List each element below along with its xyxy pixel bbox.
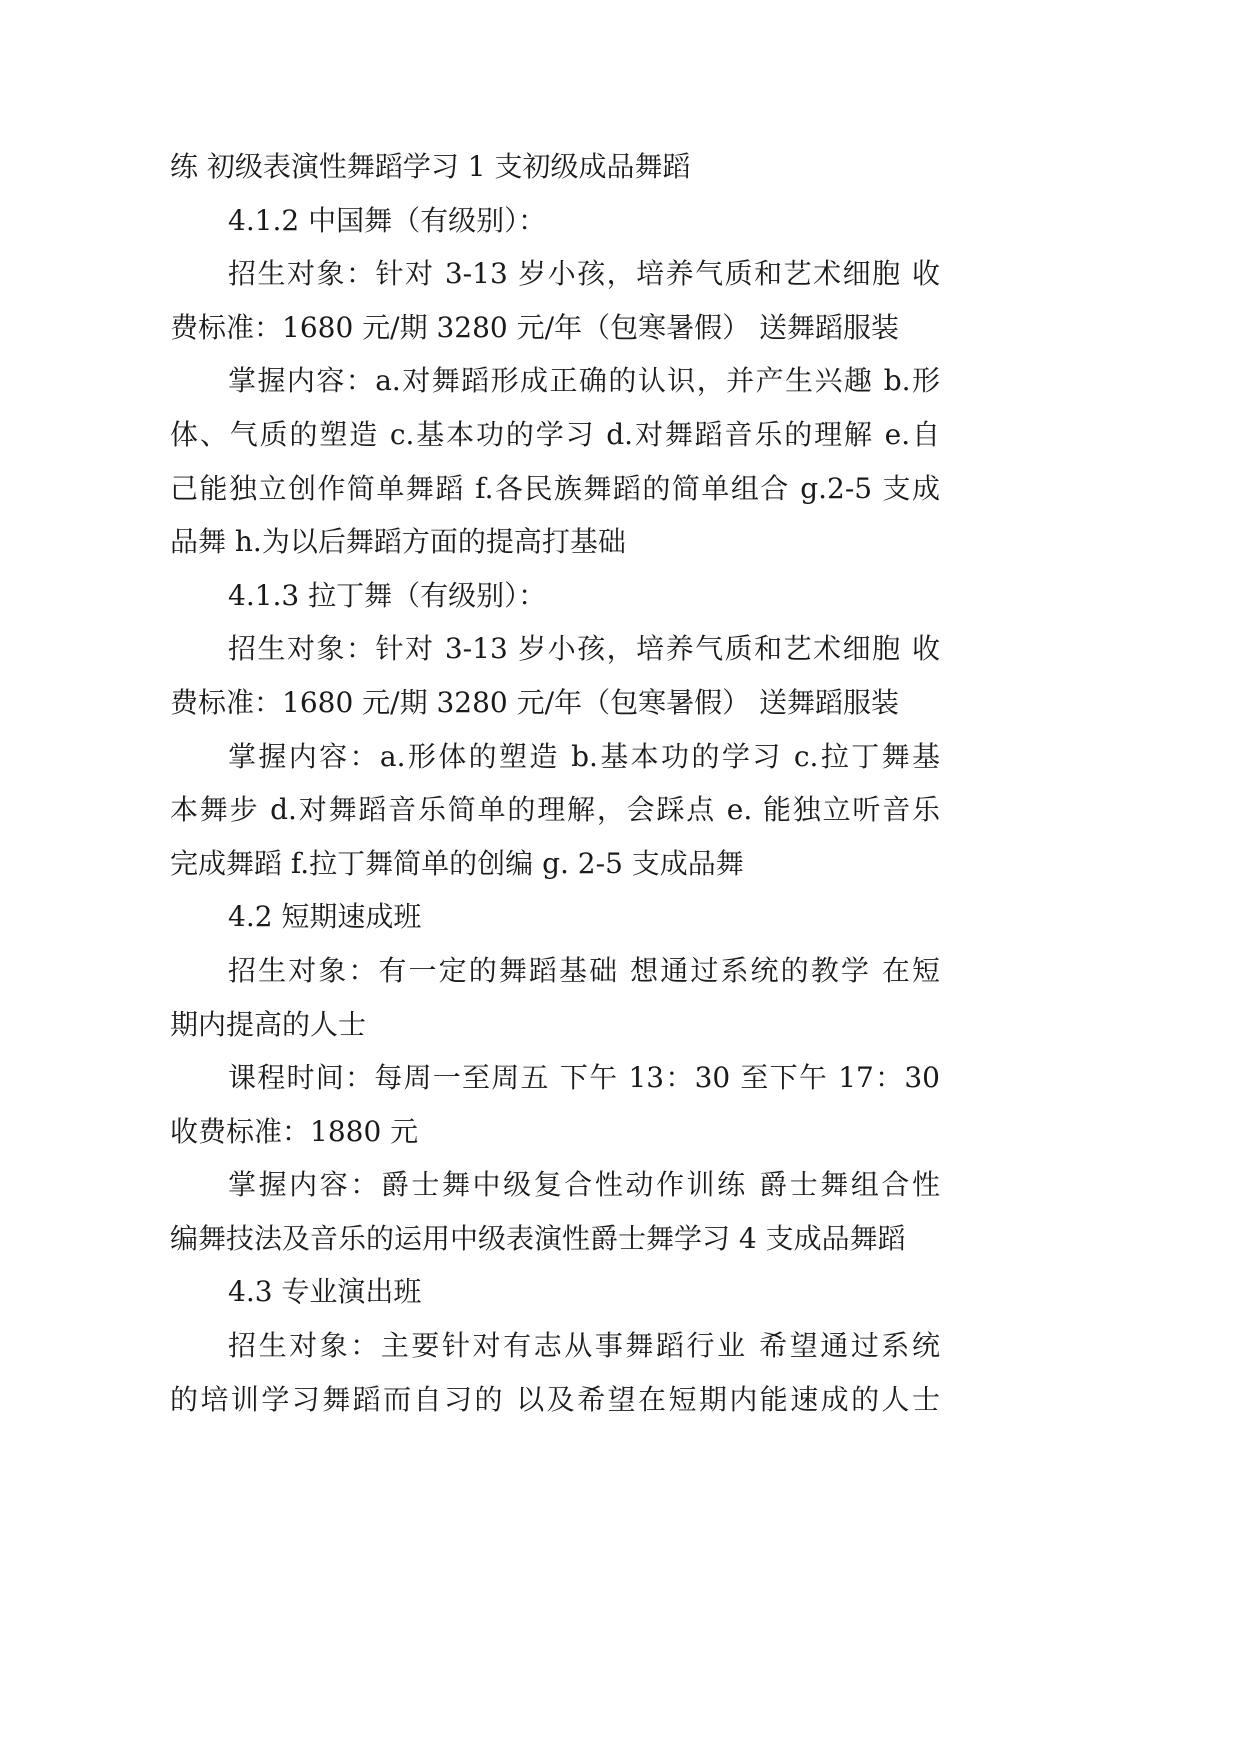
- text-line: 掌握内容：a.形体的塑造 b.基本功的学习 c.拉丁舞基: [228, 739, 940, 773]
- text-line: 收费标准：1880 元: [170, 1114, 419, 1148]
- text-line: 己能独立创作简单舞蹈 f.各民族舞蹈的简单组合 g.2-5 支成: [170, 471, 940, 505]
- text-line: 掌握内容：爵士舞中级复合性动作训练 爵士舞组合性: [228, 1168, 940, 1202]
- text-line: 体、气质的塑造 c.基本功的学习 d.对舞蹈音乐的理解 e.自: [170, 417, 940, 451]
- text-line: 招生对象：主要针对有志从事舞蹈行业 希望通过系统: [228, 1329, 940, 1363]
- text-line: 费标准：1680 元/期 3280 元/年（包寒暑假） 送舞蹈服装: [170, 310, 899, 344]
- text-line: 编舞技法及音乐的运用中级表演性爵士舞学习 4 支成品舞蹈: [170, 1221, 906, 1255]
- text-line: 练 初级表演性舞蹈学习 1 支初级成品舞蹈: [170, 150, 691, 183]
- text-line: 掌握内容：a.对舞蹈形成正确的认识，并产生兴趣 b.形: [228, 364, 940, 398]
- text-line: 品舞 h.为以后舞蹈方面的提高打基础: [170, 525, 626, 559]
- text-line: 完成舞蹈 f.拉丁舞简单的创编 g. 2-5 支成品舞: [170, 846, 744, 880]
- text-line: 4.1.2 中国舞（有级别）：: [228, 203, 547, 237]
- text-line: 4.1.3 拉丁舞（有级别）：: [228, 578, 547, 612]
- document-body: [170, 140, 940, 1426]
- text-line: 的培训学习舞蹈而自习的 以及希望在短期内能速成的人士: [170, 1382, 940, 1416]
- text-line: 4.2 短期速成班: [228, 900, 422, 934]
- text-line: 招生对象：有一定的舞蹈基础 想通过系统的教学 在短: [228, 953, 940, 987]
- text-line: 本舞步 d.对舞蹈音乐简单的理解，会踩点 e. 能独立听音乐: [170, 793, 940, 827]
- text-line: 招生对象：针对 3-13 岁小孩，培养气质和艺术细胞 收: [228, 632, 940, 666]
- text-line: 4.3 专业演出班: [228, 1275, 422, 1309]
- text-line: 课程时间：每周一至周五 下午 13：30 至下午 17：30: [228, 1061, 940, 1095]
- text-line: 费标准：1680 元/期 3280 元/年（包寒暑假） 送舞蹈服装: [170, 685, 899, 719]
- text-line: 招生对象：针对 3-13 岁小孩，培养气质和艺术细胞 收: [228, 257, 940, 291]
- text-line: 期内提高的人士: [170, 1007, 367, 1041]
